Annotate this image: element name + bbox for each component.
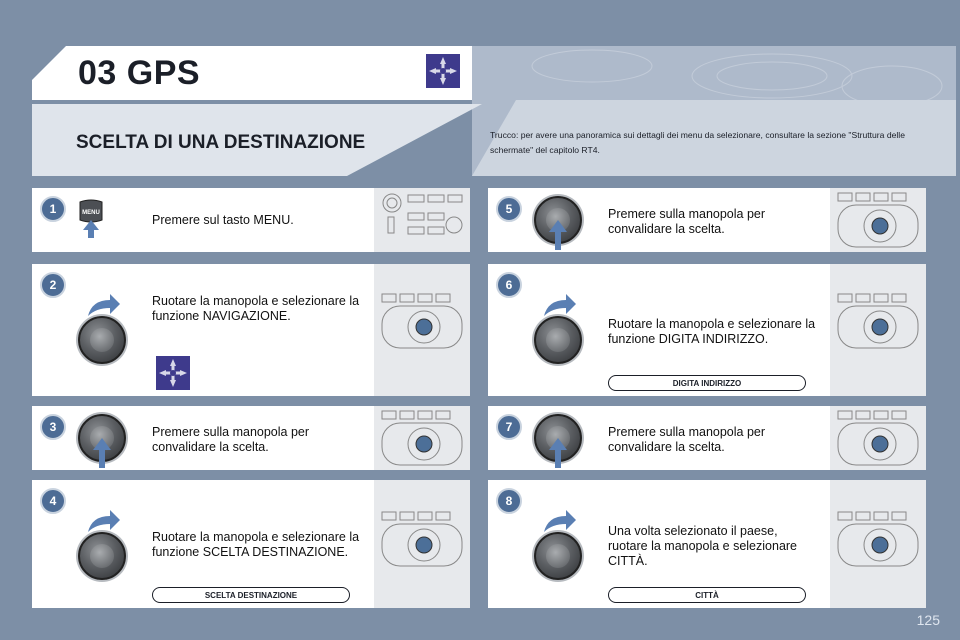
step-badge: 6 [496,272,522,298]
menu-option-pill: CITTÀ [608,587,806,603]
step-card-2 [32,264,470,396]
step-card-7 [488,406,926,470]
menu-option-pill: SCELTA DESTINAZIONE [152,587,350,603]
tip-text: Trucco: per avere una panoramica sui dettagli dei menu da selezionare, consultare la sezione "Struttura delle schermate" del capitolo RT4. [490,130,905,155]
control-knob [78,532,126,580]
step-card-4 [32,480,470,608]
step-badge: 2 [40,272,66,298]
step-card-6 [488,264,926,396]
menu-button-label: MENU [82,210,100,216]
step-badge: 1 [40,196,66,222]
press-arrow-icon [92,438,112,468]
step-text: Premere sul tasto MENU. [152,213,294,227]
page-header [32,46,956,176]
control-panel-illustration [380,409,464,467]
control-knob [534,532,582,580]
rotate-arrow-icon [86,292,122,318]
step-text: Premere sulla manopola per convalidare la scelta. [608,425,766,454]
step-badge: 7 [496,414,522,440]
rotate-arrow-icon [86,508,122,534]
step-card-3 [32,406,470,470]
step-card-8 [488,480,926,608]
control-panel-illustration [380,510,464,568]
control-panel-illustration [836,510,920,568]
rotate-arrow-icon [542,508,578,534]
section-title: SCELTA DI UNA DESTINAZIONE [76,132,366,153]
chapter-title: 03 GPS [78,54,201,92]
control-panel-illustration [836,191,920,249]
control-knob [534,316,582,364]
press-arrow-icon [548,438,568,468]
control-panel-illustration [836,292,920,350]
page-number: 125 [916,612,940,628]
control-panel-illustration [380,191,464,249]
step-text: Ruotare la manopola e selezionare la funzione DIGITA INDIRIZZO. [608,317,816,346]
step-badge: 3 [40,414,66,440]
step-badge: 5 [496,196,522,222]
menu-option-pill: DIGITA INDIRIZZO [608,375,806,391]
step-text: Una volta selezionato il paese, ruotare la manopola e selezionare CITTÀ. [608,524,798,568]
step-badge: 4 [40,488,66,514]
step-text: Premere sulla manopola per convalidare la scelta. [608,207,766,236]
rotate-arrow-icon [542,292,578,318]
navigation-icon [154,356,192,390]
step-card-5 [488,188,926,252]
press-arrow-icon [548,220,568,250]
control-knob [78,316,126,364]
step-text: Ruotare la manopola e selezionare la funzione SCELTA DESTINAZIONE. [152,530,360,559]
step-text: Premere sulla manopola per convalidare la scelta. [152,425,310,454]
control-panel-illustration [836,409,920,467]
navigation-icon [426,54,460,88]
step-card-1 [32,188,470,252]
menu-button-icon [78,198,104,238]
step-badge: 8 [496,488,522,514]
step-text: Ruotare la manopola e selezionare la funzione NAVIGAZIONE. [152,294,360,323]
control-panel-illustration [380,292,464,350]
